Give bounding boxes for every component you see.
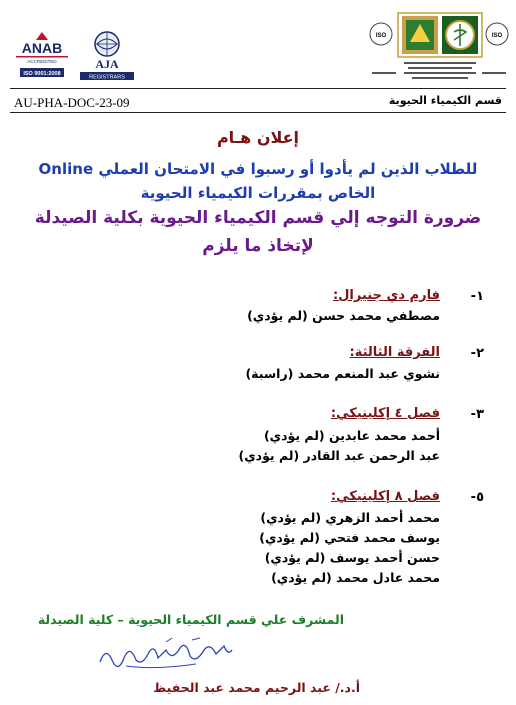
doc-number: AU-PHA-DOC-23-09 (14, 95, 130, 110)
aja-text: AJA (95, 57, 119, 71)
announcement-line-1: للطلاب الذين لم يأدوا أو رسبوا في الامتحان العملي Online (38, 160, 478, 178)
supervisor-title: المشرف علي قسم الكيمياء الحيوية – كلية الصيدلة (37, 612, 344, 627)
header-rule-top (10, 88, 506, 89)
section-number: -١ (470, 289, 484, 304)
iso-seal-left-text: ISO (375, 33, 387, 39)
anab-iso-text: ISO 9001:2008 (23, 71, 61, 77)
student-entry: يوسف محمد فتحي (لم يؤدي) (259, 530, 440, 545)
student-entry: محمد أحمد الزهري (لم يؤدي) (260, 510, 440, 525)
section-number: -٣ (470, 407, 484, 422)
iso-seal-right-text: ISO (491, 33, 503, 39)
anab-sub-text: ACCREDITED (27, 59, 57, 64)
announcement-title: إعلان هـام (216, 128, 300, 147)
signatory-name: أ.د./ عبد الرحيم محمد عبد الحفيظ (153, 680, 360, 695)
header-rule-bottom (10, 112, 506, 113)
aja-sub-text: REGISTRARS (89, 74, 125, 81)
section-heading: فصل ٨ إكلينيكي: (330, 489, 440, 504)
announcement-line-2: الخاص بمقررات الكيمياء الحيوية (140, 184, 376, 202)
student-entry: مصطفي محمد حسن (لم يؤدي) (247, 308, 440, 323)
student-entry: عبد الرحمن عبد القادر (لم يؤدي) (238, 448, 440, 463)
section-heading: فصل ٤ إكلينيكي: (330, 406, 440, 421)
announcement-line-3: ضرورة التوجه إلي قسم الكيمياء الحيوية بكلية الصيدلة (34, 208, 482, 228)
section-number: -٥ (470, 490, 484, 505)
student-entry: محمد عادل محمد (لم يؤدي) (271, 570, 440, 585)
department-name: قسم الكيمياء الحيوية (388, 94, 502, 107)
university-emblem-block (368, 12, 510, 84)
anab-text: ANAB (21, 40, 63, 56)
student-entry: حسن أحمد يوسف (لم يؤدي) (264, 550, 440, 565)
section-heading: الفرقة الثالثة: (349, 345, 440, 360)
section-heading: فارم دي جنيرال: (332, 288, 440, 303)
student-entry: نشوي عبد المنعم محمد (راسبة) (245, 366, 440, 381)
handwritten-signature (96, 636, 236, 672)
section-number: -٢ (470, 346, 484, 361)
student-entry: أحمد محمد عابدين (لم يؤدي) (263, 428, 440, 443)
anab-logo (12, 30, 72, 78)
aja-logo (76, 30, 138, 82)
announcement-line-4: لإتخاذ ما يلزم (202, 236, 314, 256)
